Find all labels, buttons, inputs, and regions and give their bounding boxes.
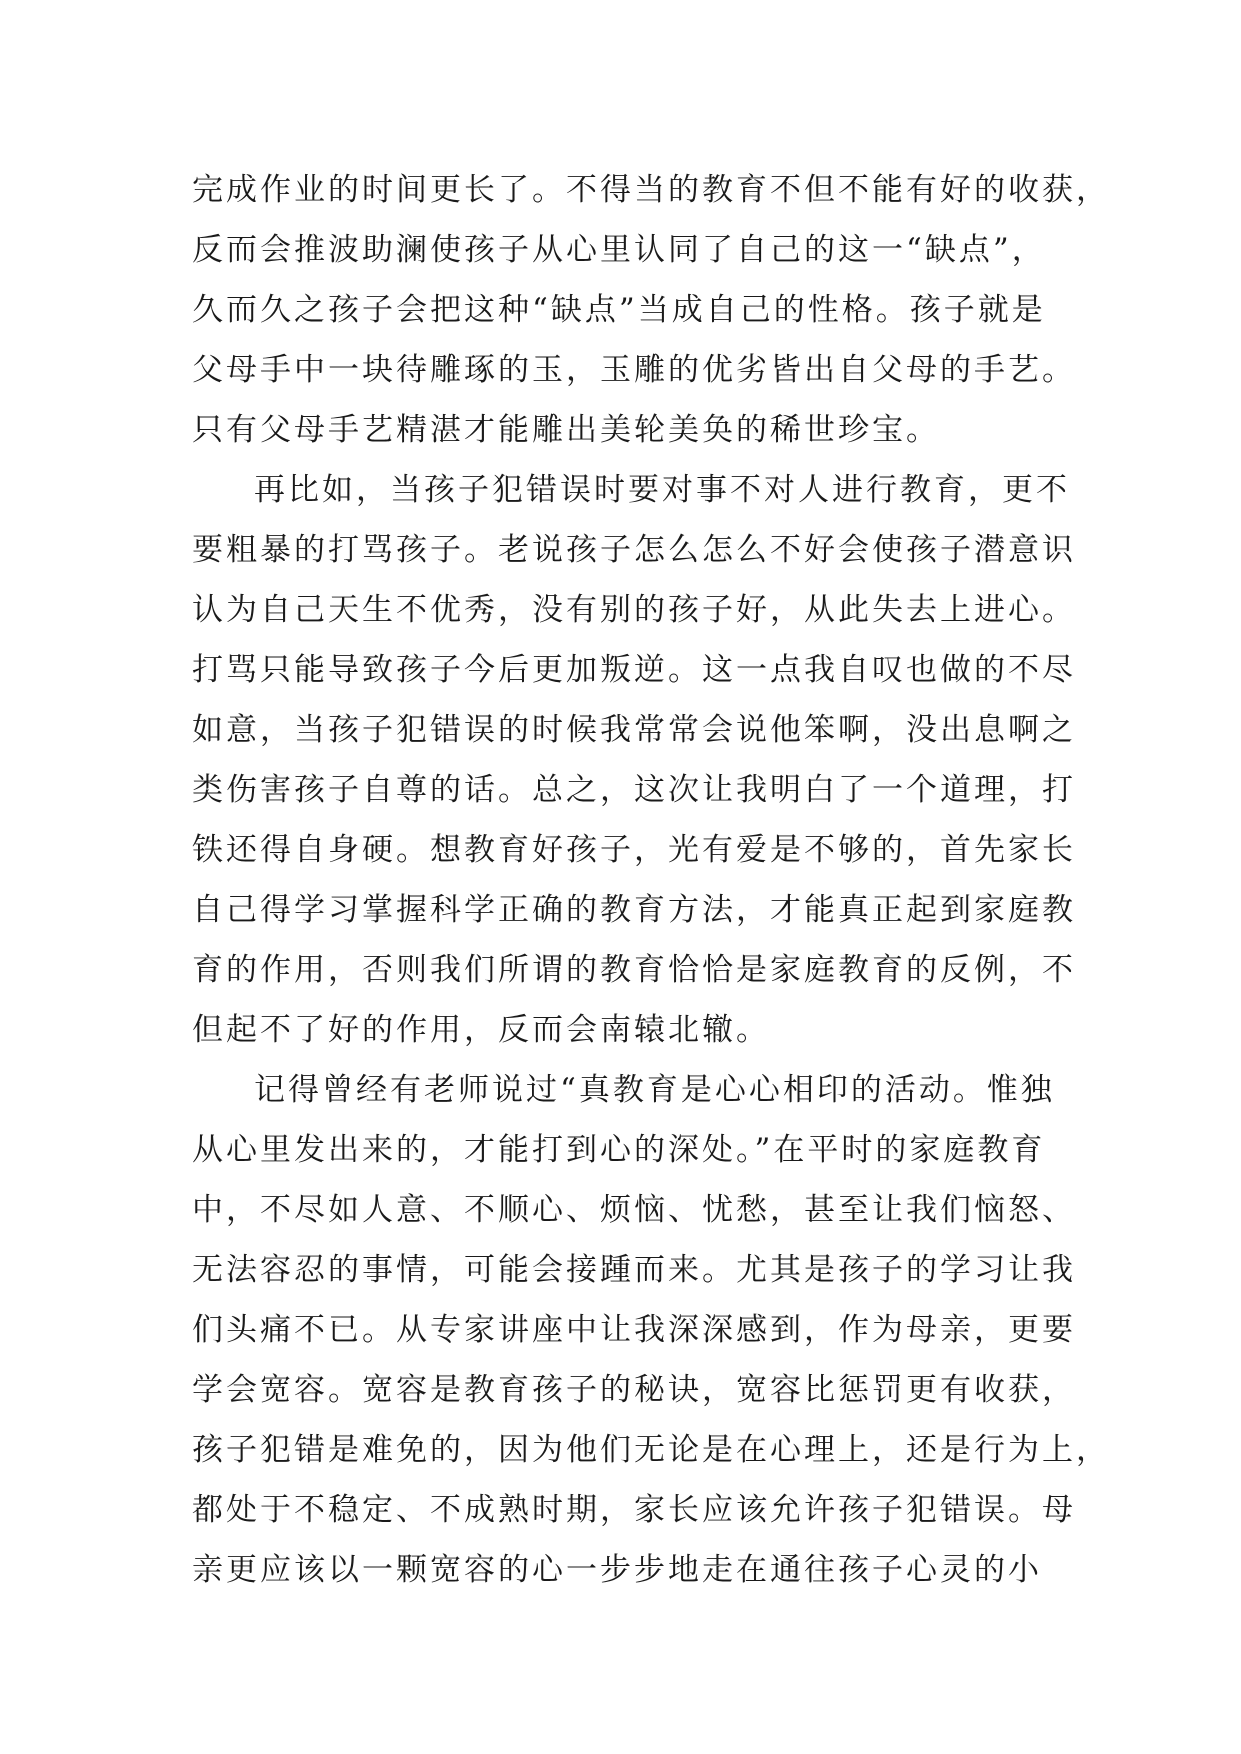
text-line-1: 完成作业的时间更长了。不得当的教育不但不能有好的收获， bbox=[192, 172, 1110, 208]
text-line-18: 中，不尽如人意、不顺心、烦恼、忧愁，甚至让我们恼怒、 bbox=[192, 1192, 1076, 1228]
text-line-24: 亲更应该以一颗宽容的心一步步地走在通往孩子心灵的小 bbox=[192, 1552, 1042, 1588]
text-line-10: 如意，当孩子犯错误的时候我常常会说他笨啊，没出息啊之 bbox=[192, 712, 1076, 748]
text-line-2: 反而会推波助澜使孩子从心里认同了自己的这一“缺点”， bbox=[192, 232, 1046, 268]
text-line-23: 都处于不稳定、不成熟时期，家长应该允许孩子犯错误。母 bbox=[192, 1492, 1076, 1528]
text-line-17: 从心里发出来的，才能打到心的深处。”在平时的家庭教育 bbox=[192, 1132, 1046, 1168]
text-line-21: 学会宽容。宽容是教育孩子的秘诀，宽容比惩罚更有收获， bbox=[192, 1372, 1076, 1408]
text-line-4: 父母手中一块待雕琢的玉，玉雕的优劣皆出自父母的手艺。 bbox=[192, 352, 1076, 388]
text-line-9: 打骂只能导致孩子今后更加叛逆。这一点我自叹也做的不尽 bbox=[192, 652, 1076, 688]
text-line-8: 认为自己天生不优秀，没有别的孩子好，从此失去上进心。 bbox=[192, 592, 1076, 628]
text-line-11: 类伤害孩子自尊的话。总之，这次让我明白了一个道理，打 bbox=[192, 772, 1076, 808]
text-line-5: 只有父母手艺精湛才能雕出美轮美奂的稀世珍宝。 bbox=[192, 412, 940, 448]
text-line-3: 久而久之孩子会把这种“缺点”当成自己的性格。孩子就是 bbox=[192, 292, 1046, 328]
text-line-6: 再比如，当孩子犯错误时要对事不对人进行教育，更不 bbox=[254, 472, 1070, 508]
text-line-12: 铁还得自身硬。想教育好孩子，光有爱是不够的，首先家长 bbox=[192, 832, 1076, 868]
text-line-15: 但起不了好的作用，反而会南辕北辙。 bbox=[192, 1012, 770, 1048]
text-line-22: 孩子犯错是难免的，因为他们无论是在心理上，还是行为上， bbox=[192, 1432, 1110, 1468]
text-line-20: 们头痛不已。从专家讲座中让我深深感到，作为母亲，更要 bbox=[192, 1312, 1076, 1348]
text-line-14: 育的作用，否则我们所谓的教育恰恰是家庭教育的反例，不 bbox=[192, 952, 1076, 988]
text-line-13: 自己得学习掌握科学正确的教育方法，才能真正起到家庭教 bbox=[192, 892, 1076, 928]
text-line-7: 要粗暴的打骂孩子。老说孩子怎么怎么不好会使孩子潜意识 bbox=[192, 532, 1076, 568]
body-text bbox=[192, 160, 1110, 1600]
text-line-16: 记得曾经有老师说过“真教育是心心相印的活动。惟独 bbox=[254, 1072, 1055, 1108]
text-line-19: 无法容忍的事情，可能会接踵而来。尤其是孩子的学习让我 bbox=[192, 1252, 1076, 1288]
